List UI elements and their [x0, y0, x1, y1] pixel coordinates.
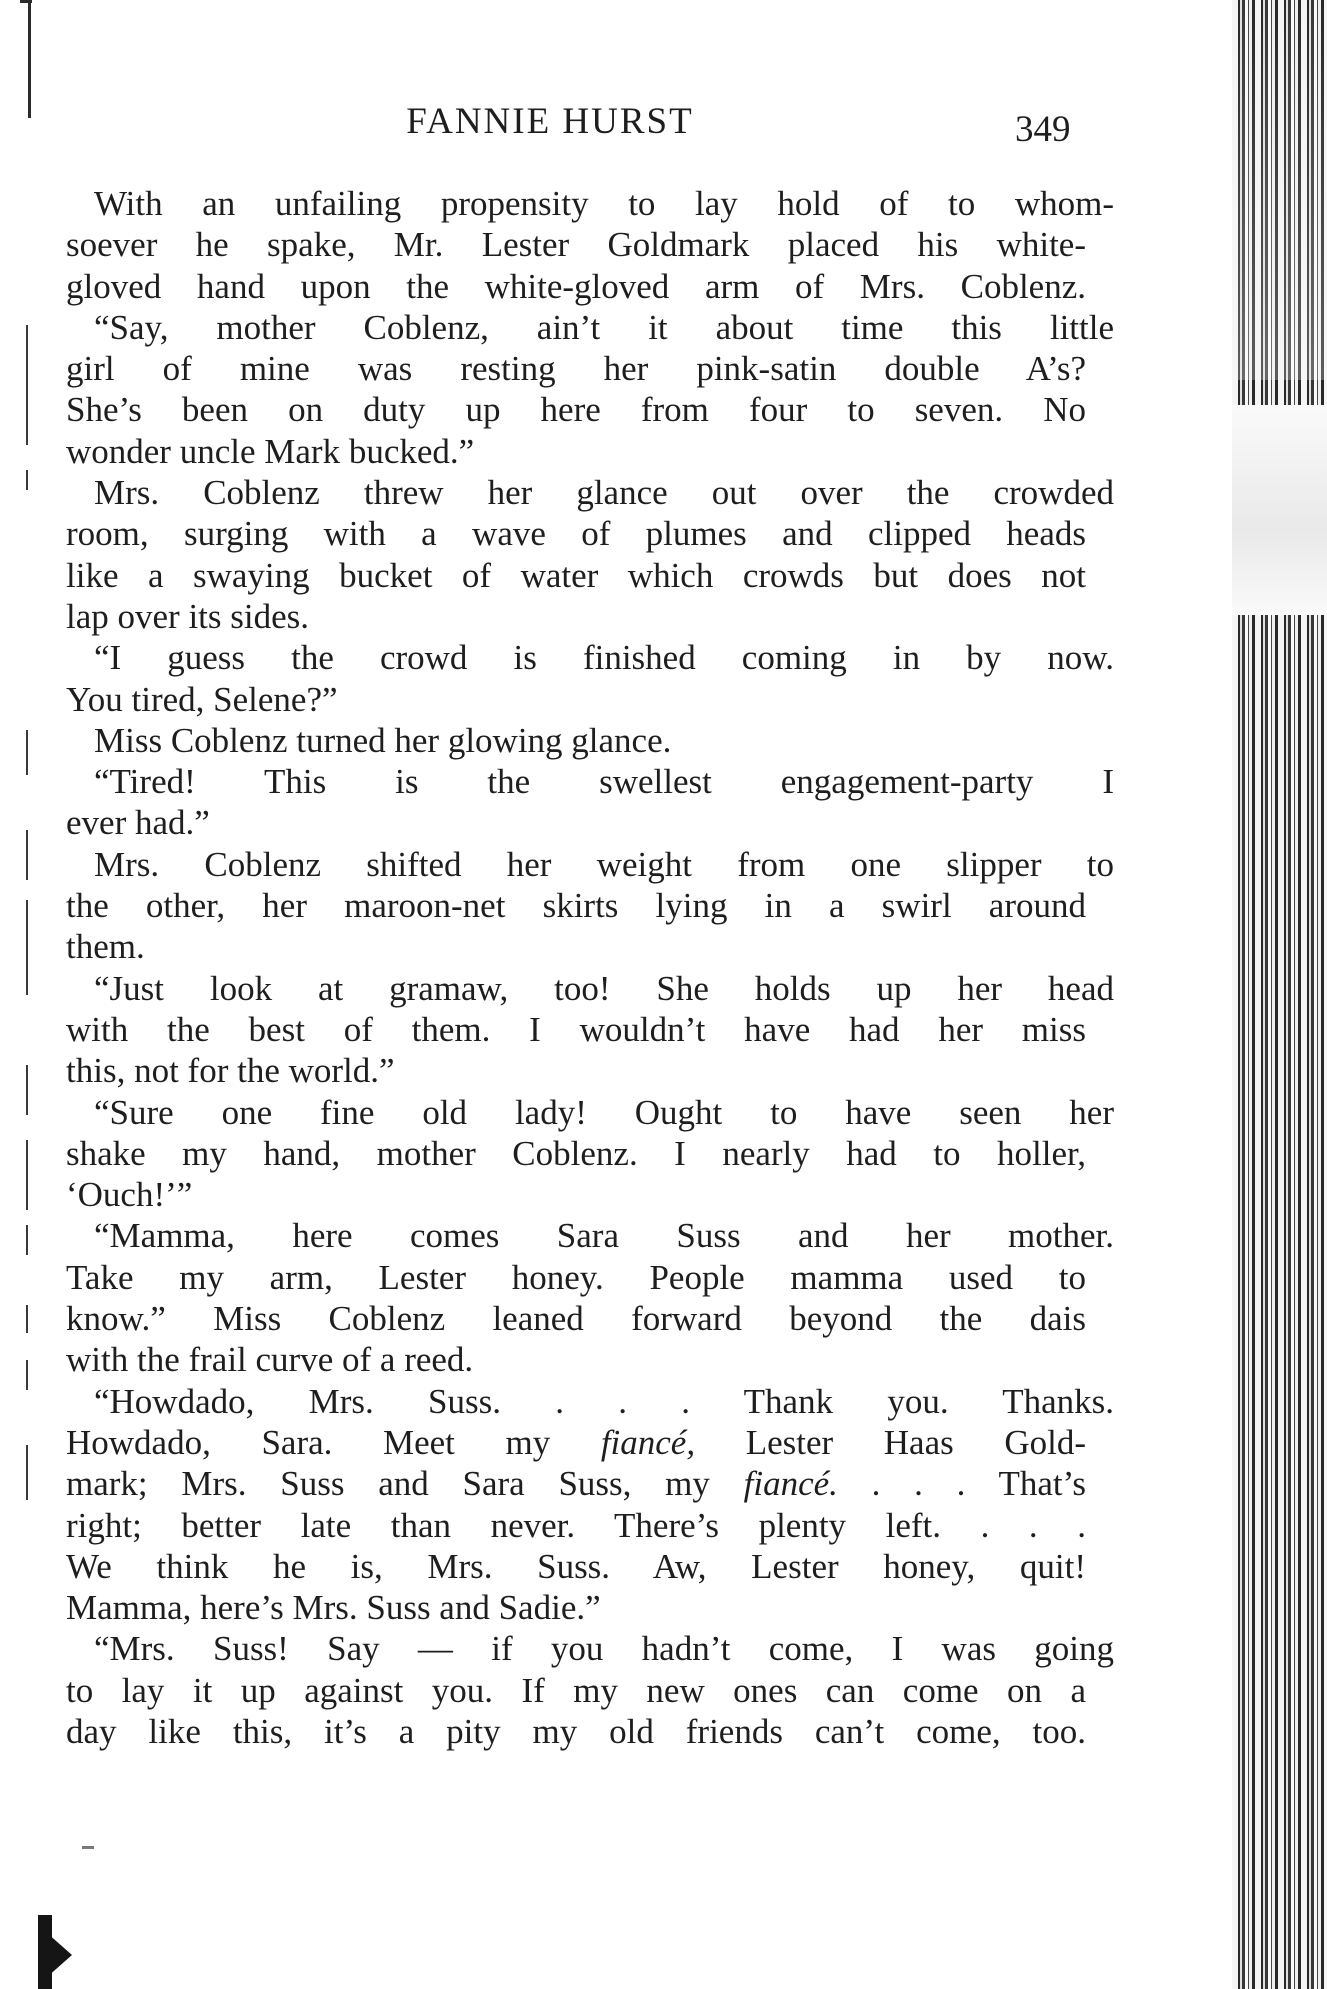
text-line: [66, 720, 1114, 761]
margin-tick: [26, 1140, 28, 1210]
line-text: shake my hand, mother Coblenz. I nearly had to holler,: [66, 1133, 1086, 1173]
margin-tick: [26, 325, 28, 445]
line-text: right; better late than never. There’s plenty left. . . .: [66, 1505, 1086, 1545]
text-line: [66, 968, 1114, 1009]
line-text: “I guess the crowd is finished coming in by now.: [94, 638, 1114, 678]
text-line: [66, 431, 1086, 472]
line-text: the other, her maroon-net skirts lying in a swirl around: [66, 886, 1086, 926]
text-line: [66, 224, 1086, 265]
text-line: [66, 1009, 1086, 1050]
text-line: [66, 885, 1086, 926]
line-text: with the best of them. I wouldn’t have had her miss: [66, 1009, 1086, 1049]
margin-tick: [26, 730, 28, 775]
line-text: know.” Miss Coblenz leaned forward beyond the dais: [66, 1299, 1086, 1339]
text-line: [66, 555, 1086, 596]
line-text: “Howdado, Mrs. Suss. . . . Thank you. Thanks.: [94, 1381, 1114, 1421]
text-line: [66, 1298, 1086, 1339]
line-text: With an unfailing propensity to lay hold of to whom-: [94, 184, 1114, 223]
text-line: [66, 1546, 1086, 1587]
text-line: [66, 1381, 1114, 1422]
text-line: [66, 307, 1114, 348]
line-text: ‘Ouch!’”: [66, 1175, 193, 1215]
line-text-continued: . . . That’s: [837, 1464, 1086, 1504]
line-text: gloved hand upon the white-gloved arm of Mrs. Coblenz.: [66, 266, 1086, 306]
line-text: “Just look at gramaw, too! She holds up her head: [94, 968, 1114, 1008]
text-line: [66, 1422, 1086, 1463]
line-text: this, not for the world.”: [66, 1051, 395, 1091]
margin-tick: [26, 1065, 28, 1115]
scan-corner-arrow: [38, 1925, 72, 1985]
text-line: [66, 1092, 1114, 1133]
text-line: [66, 1215, 1114, 1256]
text-line: [66, 1339, 1086, 1380]
text-line: [66, 1505, 1086, 1546]
binding-edge-gap: [1232, 405, 1327, 615]
scan-speck: [82, 1846, 94, 1849]
line-text: “Mrs. Suss! Say — if you hadn’t come, I was going: [94, 1629, 1114, 1669]
line-text: Mamma, here’s Mrs. Suss and Sadie.”: [66, 1588, 601, 1628]
body-text: [66, 183, 1114, 1752]
text-line: [66, 1133, 1086, 1174]
text-line: [66, 1050, 1086, 1091]
margin-tick: [26, 1225, 28, 1255]
text-line: [66, 844, 1114, 885]
line-text: soever he spake, Mr. Lester Goldmark placed his white-: [66, 225, 1086, 265]
line-text: like a swaying bucket of water which crowds but does not: [66, 555, 1086, 595]
text-line: [66, 802, 1086, 843]
line-text: girl of mine was resting her pink-satin double A’s?: [66, 349, 1086, 389]
line-text: with the frail curve of a reed.: [66, 1340, 474, 1380]
line-text: Mrs. Coblenz threw her glance out over the crowded: [94, 473, 1114, 513]
text-line: [66, 1463, 1086, 1504]
line-text: “Sure one fine old lady! Ought to have seen her: [94, 1092, 1114, 1132]
text-line: [66, 389, 1086, 430]
text-line: [66, 1257, 1086, 1298]
text-line: [66, 1587, 1086, 1628]
line-text: “Tired! This is the swellest engagement-party I: [94, 762, 1114, 802]
text-line: [66, 266, 1086, 307]
text-line: [66, 926, 1086, 967]
italic-word: fiancé.: [743, 1464, 838, 1504]
running-head: FANNIE HURST: [406, 101, 694, 142]
margin-tick: [26, 900, 28, 995]
text-line: [66, 596, 1086, 637]
line-text: to lay it up against you. If my new ones can come on a: [66, 1670, 1086, 1710]
italic-word: fiancé,: [600, 1422, 696, 1462]
line-text: “Say, mother Coblenz, ain’t it about time this little: [94, 307, 1114, 347]
line-text: “Mamma, here comes Sara Suss and her mother.: [94, 1216, 1114, 1256]
text-line: [66, 1174, 1086, 1215]
text-line: [66, 1670, 1086, 1711]
line-text: lap over its sides.: [66, 596, 310, 636]
line-text: room, surging with a wave of plumes and clipped heads: [66, 514, 1086, 554]
line-text: You tired, Selene?”: [66, 679, 338, 719]
margin-tick: [26, 830, 28, 880]
line-text: day like this, it’s a pity my old friends can’t come, too.: [66, 1711, 1086, 1751]
line-text: Mrs. Coblenz shifted her weight from one slipper to: [94, 844, 1114, 884]
line-text: Howdado, Sara. Meet my: [66, 1422, 601, 1462]
binding-edge: [1232, 0, 1327, 1989]
text-line: [66, 472, 1114, 513]
line-text: Take my arm, Lester honey. People mamma used to: [66, 1257, 1086, 1297]
text-line: [66, 761, 1114, 802]
text-line: [66, 513, 1086, 554]
line-text: them.: [66, 927, 145, 967]
line-text: ever had.”: [66, 803, 210, 843]
line-text: wonder uncle Mark bucked.”: [66, 431, 475, 471]
text-line: [66, 679, 1086, 720]
page-number: 349: [1015, 109, 1071, 150]
line-text: She’s been on duty up here from four to seven. No: [66, 390, 1086, 430]
margin-tick: [26, 1360, 28, 1390]
text-line: [66, 183, 1114, 224]
text-line: [66, 348, 1086, 389]
margin-tick: [26, 1305, 28, 1333]
line-text: We think he is, Mrs. Suss. Aw, Lester honey, quit!: [66, 1546, 1086, 1586]
margin-tick: [26, 1445, 28, 1500]
margin-tick: [26, 470, 28, 490]
text-line: [66, 1628, 1114, 1669]
text-line: [66, 1711, 1086, 1752]
text-line: [66, 637, 1114, 678]
line-text: mark; Mrs. Suss and Sara Suss, my: [66, 1464, 744, 1504]
line-text: Miss Coblenz turned her glowing glance.: [94, 720, 672, 760]
line-text-continued: Lester Haas Gold-: [695, 1422, 1086, 1462]
